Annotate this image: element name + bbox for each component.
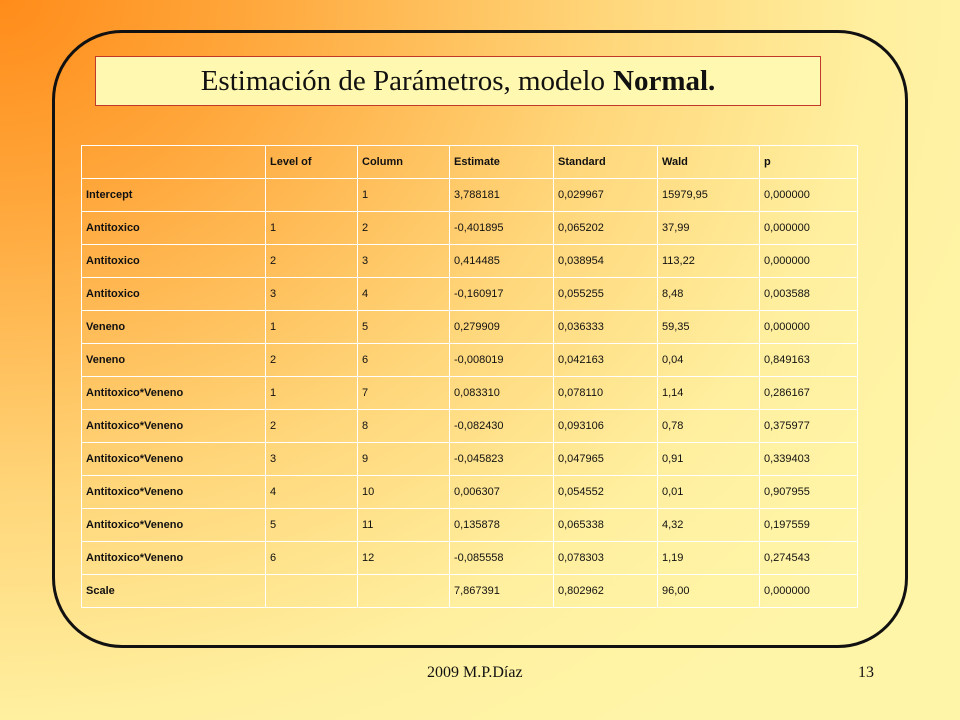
header-cell: Column [358,146,450,179]
table-cell: 12 [358,542,450,575]
table-cell: -0,401895 [450,212,554,245]
table-cell: 10 [358,476,450,509]
table-cell: 2 [266,245,358,278]
table-cell: 2 [358,212,450,245]
table-row [82,179,858,212]
header-cell: Standard [554,146,658,179]
table-cell: 96,00 [658,575,760,608]
table-cell: -0,045823 [450,443,554,476]
row-label-cell: Antitoxico*Veneno [82,542,266,575]
table-cell: 3 [266,443,358,476]
table-cell: 2 [266,344,358,377]
table-cell: 0,054552 [554,476,658,509]
table-row [82,311,858,344]
table-cell: 0,000000 [760,575,858,608]
table-cell: 0,197559 [760,509,858,542]
table-cell: 7,867391 [450,575,554,608]
table-cell: -0,160917 [450,278,554,311]
table-cell: 1 [266,311,358,344]
table-cell: 0,003588 [760,278,858,311]
table-cell: 0,000000 [760,179,858,212]
table-row [82,344,858,377]
table-cell: 8 [358,410,450,443]
table-cell: 15979,95 [658,179,760,212]
table-cell: 59,35 [658,311,760,344]
title-text: Estimación de Parámetros, modelo [200,64,605,97]
table-cell: 0,047965 [554,443,658,476]
table-cell: 0,065202 [554,212,658,245]
header-cell: p [760,146,858,179]
table-row [82,575,858,608]
footer-author: 2009 M.P.Díaz [427,664,523,681]
header-cell: Wald [658,146,760,179]
table-cell: 1 [266,377,358,410]
table-cell [266,575,358,608]
table-cell: 3 [358,245,450,278]
table-row [82,443,858,476]
table-cell: 0,093106 [554,410,658,443]
slide-title [95,56,821,106]
header-cell: Level of [266,146,358,179]
table-cell: 0,055255 [554,278,658,311]
table-cell: 0,065338 [554,509,658,542]
table-cell: 0,375977 [760,410,858,443]
table-row [82,278,858,311]
table-row [82,212,858,245]
table-cell: 0,000000 [760,212,858,245]
table-cell: 0,01 [658,476,760,509]
table-cell: 1 [266,212,358,245]
table-row [82,377,858,410]
table-cell [358,575,450,608]
table-cell: 1,19 [658,542,760,575]
row-label-cell: Veneno [82,344,266,377]
row-label-cell: Antitoxico*Veneno [82,476,266,509]
table-cell: 11 [358,509,450,542]
row-label-cell: Antitoxico [82,212,266,245]
table-row [82,476,858,509]
table-cell: 0,042163 [554,344,658,377]
table-cell: 0,029967 [554,179,658,212]
table-cell: 0,000000 [760,245,858,278]
table-cell: 4 [266,476,358,509]
table-cell: 0,414485 [450,245,554,278]
table-header-row [82,146,858,179]
table-cell: 0,339403 [760,443,858,476]
row-label-cell: Antitoxico [82,245,266,278]
parameter-estimates-table [81,145,858,608]
table-cell: 6 [358,344,450,377]
table-cell: 2 [266,410,358,443]
table-cell: 0,78 [658,410,760,443]
table-cell: 7 [358,377,450,410]
table-cell: 0,036333 [554,311,658,344]
table-cell: 6 [266,542,358,575]
table-cell: 37,99 [658,212,760,245]
table-cell: 5 [358,311,450,344]
slide-number: 13 [858,664,874,681]
row-label-cell: Antitoxico [82,278,266,311]
table-cell: 1 [358,179,450,212]
header-cell: Estimate [450,146,554,179]
table-cell: 3,788181 [450,179,554,212]
table-cell: 5 [266,509,358,542]
row-label-cell: Veneno [82,311,266,344]
table-cell: 0,038954 [554,245,658,278]
table-row [82,542,858,575]
table-cell: -0,085558 [450,542,554,575]
row-label-cell: Antitoxico*Veneno [82,377,266,410]
row-label-cell: Intercept [82,179,266,212]
table-cell: 0,078110 [554,377,658,410]
title-bold-text: Normal. [613,64,716,97]
table-cell [266,179,358,212]
table-cell: 0,006307 [450,476,554,509]
table-cell: 0,802962 [554,575,658,608]
table-cell: 0,849163 [760,344,858,377]
table-cell: 3 [266,278,358,311]
table-cell: 0,907955 [760,476,858,509]
table-cell: -0,008019 [450,344,554,377]
table-cell: 0,078303 [554,542,658,575]
table-row [82,410,858,443]
table-cell: 0,279909 [450,311,554,344]
header-cell [82,146,266,179]
table-cell: 1,14 [658,377,760,410]
table-cell: 0,083310 [450,377,554,410]
table-cell: 4,32 [658,509,760,542]
table-cell: 0,286167 [760,377,858,410]
table-row [82,509,858,542]
table-cell: 4 [358,278,450,311]
table-cell: 0,04 [658,344,760,377]
row-label-cell: Antitoxico*Veneno [82,509,266,542]
row-label-cell: Antitoxico*Veneno [82,410,266,443]
table-cell: 8,48 [658,278,760,311]
table-cell: -0,082430 [450,410,554,443]
table-row [82,245,858,278]
table-cell: 0,135878 [450,509,554,542]
row-label-cell: Scale [82,575,266,608]
row-label-cell: Antitoxico*Veneno [82,443,266,476]
table-cell: 9 [358,443,450,476]
table-cell: 0,000000 [760,311,858,344]
table-cell: 113,22 [658,245,760,278]
table-cell: 0,91 [658,443,760,476]
table-cell: 0,274543 [760,542,858,575]
